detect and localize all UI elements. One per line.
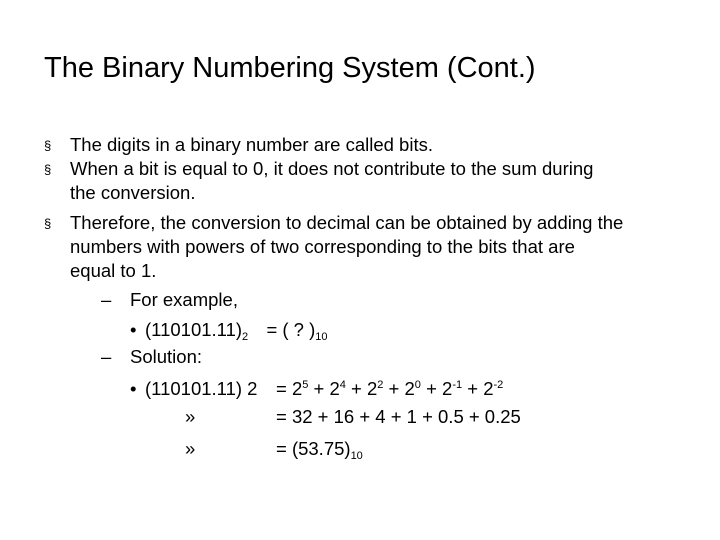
power-exponent: -2 <box>493 379 504 391</box>
solution-bullet-marker: • <box>130 378 137 399</box>
solution-result <box>276 437 363 461</box>
bullet-text: Therefore, the conversion to decimal can be obtained by adding the <box>70 212 624 233</box>
solution-power-sum <box>276 377 503 401</box>
power-exponent: 2 <box>377 379 384 391</box>
solution-lhs: (110101.11) 2 <box>145 378 258 399</box>
equals-sign: = <box>276 378 287 399</box>
slide-title: The Binary Numbering System (Cont.) <box>44 52 536 84</box>
power-exponent: 4 <box>339 379 346 391</box>
bullet-marker: § <box>44 162 52 177</box>
example-expression <box>145 318 328 342</box>
bullet-text-continuation: equal to 1. <box>70 260 157 281</box>
plus-sign: + <box>351 378 362 399</box>
step-marker: » <box>185 406 196 427</box>
plus-sign: + <box>467 378 479 399</box>
sub-bullet-text: For example, <box>130 289 238 310</box>
step-marker: » <box>185 438 196 459</box>
power-exponent: 5 <box>302 379 309 391</box>
sub-bullet-text: Solution: <box>130 346 202 367</box>
plus-sign: + <box>388 378 400 399</box>
bullet-text: The digits in a binary number are called bits. <box>70 134 433 155</box>
bullet-marker: § <box>44 138 52 153</box>
bullet-text-continuation: the conversion. <box>70 182 196 203</box>
bullet-marker: § <box>44 216 52 231</box>
bullet-text: When a bit is equal to 0, it does not contribute to the sum during <box>70 158 594 179</box>
example-rhs: = ( ? ) <box>266 319 316 340</box>
power-term: 2 <box>291 378 303 399</box>
example-bullet-marker: • <box>130 319 137 340</box>
power-exponent: 0 <box>414 379 421 391</box>
example-lhs-base: 2 <box>242 331 249 343</box>
plus-sign: + <box>313 378 325 399</box>
result-value: = (53.75) <box>276 438 351 459</box>
power-term: 2 <box>366 378 378 399</box>
power-term: 2 <box>442 378 453 399</box>
power-exponent: -1 <box>452 379 463 391</box>
bullet-text-continuation: numbers with powers of two corresponding to the bits that are <box>70 236 575 257</box>
power-term: 2 <box>404 378 415 399</box>
example-rhs-base: 10 <box>315 331 328 343</box>
power-term: 2 <box>329 378 340 399</box>
power-term: 2 <box>483 378 494 399</box>
example-lhs: (110101.11) <box>145 319 243 340</box>
sub-bullet-marker: – <box>101 289 112 310</box>
solution-step-decimal-sum: = 32 + 16 + 4 + 1 + 0.5 + 0.25 <box>276 406 521 427</box>
result-base: 10 <box>350 450 363 462</box>
plus-sign: + <box>426 378 437 399</box>
sub-bullet-marker: – <box>101 346 112 367</box>
